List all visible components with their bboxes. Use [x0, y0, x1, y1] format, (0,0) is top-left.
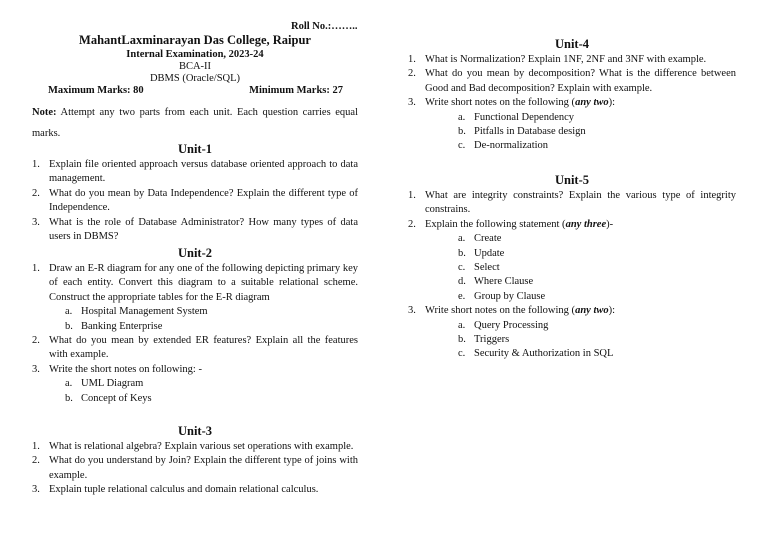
sub-question-text: Create: [474, 233, 502, 245]
question-number: 3.: [32, 363, 40, 375]
question-number: 1.: [32, 159, 40, 170]
question-item: [408, 189, 736, 218]
question-text-tail: )-: [606, 218, 614, 230]
unit-4-questions: [408, 53, 736, 154]
question-emphasis: any two: [575, 97, 609, 109]
question-text: [49, 188, 358, 213]
sub-question-letter: c.: [458, 140, 466, 152]
unit-3-questions: [32, 440, 358, 498]
question-item: [32, 158, 358, 187]
exam-title: Internal Examination, 2023-24: [126, 49, 264, 60]
question-item: [408, 96, 736, 154]
sub-question-item: [65, 377, 358, 391]
question-number: 1.: [408, 54, 416, 65]
unit-1-title: Unit-1: [177, 142, 213, 156]
sub-question-list: [65, 377, 358, 406]
question-text: [49, 364, 202, 375]
question-text-main: Write the short notes on following: -: [49, 363, 202, 375]
sub-question-item: [65, 320, 358, 334]
question-item: [408, 67, 736, 96]
sub-question-text: Query Processing: [474, 319, 549, 331]
question-text-main: What are integrity constraints? Explain the various type of integrity constrains.: [425, 190, 736, 216]
question-item: [32, 262, 358, 334]
question-text-main: Explain file oriented approach versus database oriented approach to data management.: [49, 159, 358, 185]
question-number: 1.: [408, 190, 416, 201]
sub-question-text: Update: [474, 247, 505, 259]
sub-question-text: Hospital Management System: [81, 306, 208, 318]
sub-question-list: [458, 319, 736, 362]
sub-question-text: De-normalization: [474, 140, 549, 152]
question-item: [32, 440, 358, 454]
question-text-main: Draw an E-R diagram for any one of the following depicting primary key of each entity. Convert this diagram to a suitable relational scheme. Construct the appropriate tables for the E-R diagram: [49, 263, 358, 303]
question-text: [425, 305, 615, 316]
unit-3-title: Unit-3: [177, 424, 213, 438]
class-name: BCA-II: [178, 61, 212, 72]
question-number: 2.: [408, 68, 416, 80]
sub-question-letter: a.: [458, 319, 466, 331]
sub-question-letter: a.: [458, 111, 466, 123]
sub-question-item: [458, 319, 736, 333]
question-text-main: Write short notes on the following (: [425, 305, 576, 317]
question-text: [49, 159, 358, 184]
sub-question-text: Group by Clause: [474, 290, 546, 302]
max-marks: Maximum Marks: 80: [48, 85, 144, 96]
question-item: [408, 304, 736, 362]
question-emphasis: any three: [565, 218, 607, 230]
sub-question-letter: d.: [458, 276, 466, 288]
question-text-main: What is Normalization? Explain 1NF, 2NF and 3NF with example.: [425, 54, 707, 65]
question-text: [425, 97, 615, 108]
sub-question-text: Pitfalls in Database design: [474, 126, 586, 138]
sub-question-item: [458, 261, 736, 275]
sub-question-letter: a.: [65, 378, 73, 390]
question-text-main: What is relational algebra? Explain various set operations with example.: [49, 441, 354, 452]
question-number: 2.: [32, 455, 40, 467]
sub-question-letter: b.: [65, 392, 73, 404]
marks-row: [48, 84, 343, 98]
note-label: Note:: [32, 107, 57, 118]
sub-question-letter: e.: [458, 290, 466, 302]
sub-question-item: [65, 305, 358, 319]
question-item: [408, 218, 736, 304]
min-marks: Minimum Marks: 27: [249, 85, 343, 96]
question-text-main: Write short notes on the following (: [425, 97, 576, 109]
question-text-main: What do you mean by decomposition? What is the difference between Good and Bad decomposition? Explain with example.: [425, 68, 736, 94]
sub-question-item: [458, 139, 736, 153]
question-text: [49, 335, 358, 360]
unit-5-questions: [408, 189, 736, 362]
question-text: [425, 68, 736, 93]
question-text-tail: ):: [608, 305, 616, 317]
question-number: 3.: [408, 305, 416, 317]
question-text: [49, 484, 318, 495]
question-text-main: What do you mean by extended ER features? Explain all the features with example.: [49, 335, 358, 361]
question-number: 1.: [32, 441, 40, 452]
sub-question-list: [458, 111, 736, 154]
sub-question-item: [458, 333, 736, 347]
unit-5-title: Unit-5: [554, 173, 590, 187]
sub-question-text: Triggers: [474, 334, 510, 346]
sub-question-item: [458, 125, 736, 139]
question-item: [32, 187, 358, 216]
question-item: [32, 363, 358, 406]
sub-question-item: [458, 290, 736, 304]
sub-question-list: [458, 232, 736, 304]
sub-question-letter: a.: [65, 306, 73, 318]
question-text-main: What do you mean by Data Independence? Explain the different type of Independence.: [49, 187, 358, 214]
question-text: [425, 190, 736, 215]
sub-question-letter: b.: [458, 334, 466, 346]
question-text: [425, 219, 613, 230]
sub-question-item: [65, 392, 358, 406]
question-item: [408, 53, 736, 67]
sub-question-text: Where Clause: [474, 276, 534, 288]
question-text: [49, 263, 358, 303]
question-item: [32, 216, 358, 245]
unit-4-title: Unit-4: [554, 37, 590, 51]
question-number: 3.: [32, 484, 40, 496]
question-number: 1.: [32, 263, 40, 274]
sub-question-text: Select: [474, 262, 500, 274]
question-number: 3.: [408, 97, 416, 109]
sub-question-text: Functional Dependency: [474, 111, 575, 123]
sub-question-letter: b.: [65, 320, 73, 332]
question-number: 2.: [32, 335, 40, 347]
sub-question-letter: c.: [458, 262, 466, 274]
unit-2-title: Unit-2: [177, 246, 213, 260]
instructions-note: [32, 102, 358, 144]
question-item: [32, 454, 358, 483]
sub-question-text: Security & Authorization in SQL: [474, 348, 614, 360]
unit-1-questions: [32, 158, 358, 244]
question-number: 2.: [408, 218, 416, 230]
sub-question-item: [458, 111, 736, 125]
question-item: [32, 334, 358, 363]
sub-question-item: [458, 347, 736, 361]
sub-question-text: Banking Enterprise: [81, 320, 163, 332]
note-text: Attempt any two parts from each unit. Each question carries equal marks.: [32, 107, 358, 139]
question-text: [49, 217, 358, 242]
sub-question-item: [458, 232, 736, 246]
question-text-main: Explain the following statement (: [425, 218, 566, 230]
question-number: 2.: [32, 187, 40, 199]
sub-question-letter: b.: [458, 126, 466, 138]
question-text-main: What is the role of Database Administrator? How many types of data users in DBMS?: [49, 216, 358, 243]
sub-question-text: UML Diagram: [81, 378, 144, 390]
question-text-main: Explain tuple relational calculus and domain relational calculus.: [49, 484, 319, 496]
sub-question-text: Concept of Keys: [81, 392, 152, 404]
question-emphasis: any two: [575, 305, 609, 317]
sub-question-item: [458, 247, 736, 261]
question-text: [425, 54, 706, 65]
unit-2-questions: [32, 262, 358, 406]
sub-question-item: [458, 275, 736, 289]
question-text-tail: ):: [608, 97, 616, 109]
question-text-main: What do you understand by Join? Explain the different type of joins with example.: [49, 455, 358, 481]
subject-name: DBMS (Oracle/SQL): [149, 73, 241, 84]
question-number: 3.: [32, 216, 40, 228]
question-text: [49, 441, 353, 452]
question-text: [49, 455, 358, 480]
sub-question-list: [65, 305, 358, 334]
question-item: [32, 483, 358, 497]
roll-number: Roll No.:……..: [291, 21, 358, 32]
sub-question-letter: c.: [458, 348, 466, 360]
sub-question-letter: a.: [458, 233, 466, 245]
sub-question-letter: b.: [458, 247, 466, 259]
college-name: MahantLaxminarayan Das College, Raipur: [79, 33, 311, 47]
